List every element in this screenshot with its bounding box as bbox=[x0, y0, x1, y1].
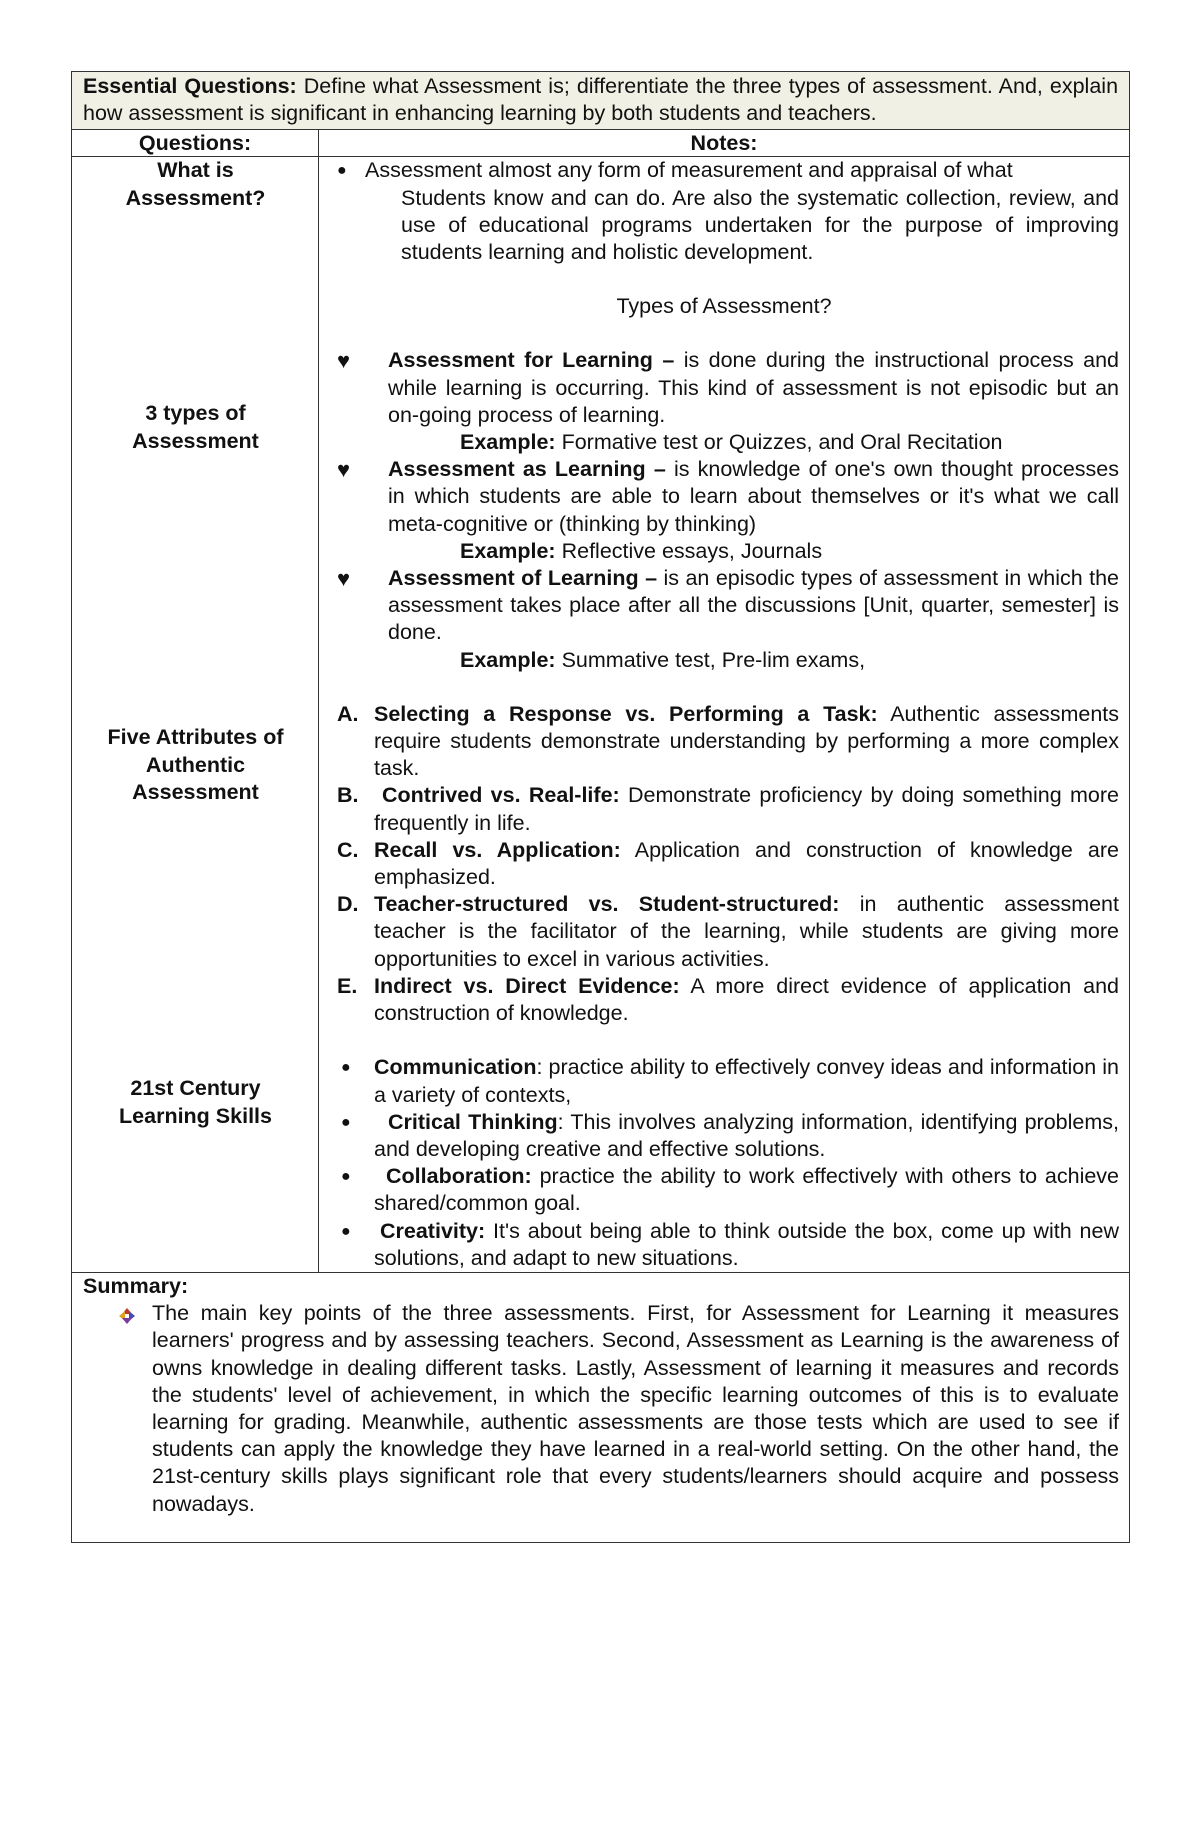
bullet-dot-icon: ● bbox=[341, 1059, 351, 1077]
question-line: Assessment bbox=[132, 779, 259, 804]
example-label: Example: bbox=[460, 430, 556, 455]
attribute-title: Contrived vs. Real-life: bbox=[382, 783, 620, 808]
essential-questions-cell bbox=[72, 72, 1130, 130]
question-five-attributes bbox=[72, 724, 319, 806]
question-line: Authentic bbox=[145, 752, 246, 777]
attribute-item bbox=[329, 837, 1119, 891]
skill-item bbox=[329, 1109, 1119, 1163]
summary-row bbox=[72, 1272, 1130, 1542]
question-three-types bbox=[72, 400, 319, 454]
notes-header: Notes: bbox=[319, 130, 1130, 157]
heart-bullet-icon: ♥ bbox=[337, 566, 351, 592]
attribute-title: Indirect vs. Direct Evidence: bbox=[374, 973, 680, 998]
skill-text: It's about being able to think outside the box, come up with new solutions, and adapt to new situations. bbox=[374, 1218, 1120, 1270]
attribute-letter: B. bbox=[337, 783, 359, 808]
question-line: What is bbox=[157, 158, 234, 183]
example-label: Example: bbox=[460, 538, 556, 563]
attribute-item bbox=[329, 891, 1119, 973]
attribute-text: in authentic assessment teacher is the facilitator of the learning, while students are giving more opportunities to excel in various activities. bbox=[374, 892, 1120, 971]
spacer bbox=[329, 1027, 1119, 1054]
questions-header: Questions: bbox=[72, 130, 319, 157]
attribute-letter: A. bbox=[337, 701, 359, 726]
attribute-text: Demonstrate proficiency by doing something more frequently in life. bbox=[374, 783, 1119, 835]
arrow-bullet-svg bbox=[118, 1307, 136, 1325]
type-assessment-as-learning bbox=[329, 456, 1119, 538]
question-line: Assessment? bbox=[125, 185, 266, 210]
attribute-title: Recall vs. Application: bbox=[374, 837, 621, 862]
type-title: Assessment as Learning – bbox=[388, 457, 666, 482]
example-text: Reflective essays, Journals bbox=[555, 538, 823, 563]
skill-title: Communication bbox=[374, 1055, 537, 1080]
types-heading: Types of Assessment? bbox=[616, 294, 832, 319]
question-21st-century bbox=[72, 1075, 319, 1129]
essential-questions-row bbox=[72, 72, 1130, 130]
spacer bbox=[329, 266, 1119, 293]
example-label: Example: bbox=[460, 647, 556, 672]
definition-item bbox=[329, 157, 1119, 266]
type-title: Assessment of Learning – bbox=[388, 566, 658, 591]
spacer bbox=[329, 320, 1119, 347]
question-line: Five Attributes of bbox=[107, 725, 284, 750]
question-line: Learning Skills bbox=[119, 1103, 272, 1128]
question-line: Assessment bbox=[132, 428, 259, 453]
arrow-bullet-icon bbox=[118, 1305, 136, 1332]
attribute-title: Teacher-structured vs. Student-structured: bbox=[374, 892, 840, 917]
bullet-dot-icon: ● bbox=[341, 1168, 351, 1186]
notes-page bbox=[71, 71, 1129, 1543]
bullet-dot-icon: ● bbox=[341, 1113, 351, 1131]
type-title: Assessment for Learning – bbox=[388, 348, 675, 373]
attribute-text: Authentic assessments require students demonstrate understanding by performing a more complex task. bbox=[374, 701, 1120, 781]
type-assessment-for-learning bbox=[329, 347, 1119, 429]
cornell-notes-table bbox=[71, 71, 1130, 1543]
skill-text: : This involves analyzing information, identifying problems, and developing creative and effective solutions. bbox=[374, 1109, 1119, 1161]
attribute-item bbox=[329, 973, 1119, 1027]
type-text: is an episodic types of assessment in which the assessment takes place after all the discussions [Unit, quarter, semester] is done. bbox=[388, 566, 1120, 645]
type-example bbox=[329, 538, 1119, 565]
definition-paragraph bbox=[329, 157, 1119, 266]
type-text: is done during the instructional process and while learning is occurring. This kind of assessment is not episodic but an on-going process of learning. bbox=[388, 348, 1120, 427]
skill-text: : practice ability to effectively convey ideas and information in a variety of contexts, bbox=[374, 1055, 1120, 1107]
skill-item bbox=[329, 1218, 1119, 1272]
skill-item bbox=[329, 1163, 1119, 1217]
attribute-letter: E. bbox=[337, 973, 358, 998]
question-line: 21st Century bbox=[130, 1076, 261, 1101]
skill-title: Critical Thinking bbox=[388, 1109, 558, 1134]
type-assessment-of-learning bbox=[329, 565, 1119, 647]
essential-questions-label: Essential Questions: bbox=[83, 74, 297, 98]
type-example bbox=[329, 647, 1119, 674]
attribute-item bbox=[329, 701, 1119, 783]
attribute-letter: C. bbox=[337, 837, 359, 862]
summary-cell bbox=[72, 1272, 1130, 1542]
type-text: is knowledge of one's own thought processes in which students are able to learn about themselves or it's what we call meta-cognitive or (thinking by thinking) bbox=[388, 457, 1120, 536]
skill-item bbox=[329, 1054, 1119, 1108]
spacer bbox=[329, 674, 1119, 701]
attribute-text: Application and construction of knowledge are emphasized. bbox=[374, 837, 1119, 890]
example-text: Summative test, Pre-lim exams, bbox=[555, 647, 866, 672]
definition-first-line: Assessment almost any form of measurement and appraisal of what bbox=[365, 158, 1013, 183]
heart-bullet-icon: ♥ bbox=[337, 348, 351, 374]
bullet-dot-icon: ● bbox=[341, 1222, 351, 1240]
question-what-is-assessment bbox=[72, 157, 319, 211]
attribute-text: A more direct evidence of application and construction of knowledge. bbox=[374, 973, 1120, 1026]
attribute-item bbox=[329, 782, 1119, 836]
notes-column bbox=[319, 157, 1130, 1273]
definition-continuation: Students know and can do. Are also the systematic collection, review, and use of educational programs undertaken for the purpose of improving students learning and holistic development. bbox=[401, 185, 1120, 265]
summary-text: The main key points of the three assessments. First, for Assessment for Learning it measures learners' progress and by assessing teachers. Second, Assessment as Learning is the awareness of owns knowledge in dealing different tasks. Lastly, Assessment of learning it measures and records the students' level of achievement, in which the specific learning outcomes of this is to evaluate learning for grading. Meanwhile, authentic assessments are those tests which are used to see if students can apply the knowledge they have learned in a real-world setting. On the other hand, the 21st-century skills plays significant role that every students/learners should acquire and possess nowadays. bbox=[152, 1301, 1120, 1516]
content-row bbox=[72, 157, 1130, 1273]
skill-title: Collaboration: bbox=[386, 1164, 532, 1189]
questions-column bbox=[72, 157, 319, 1273]
skill-title: Creativity: bbox=[380, 1218, 486, 1243]
type-example bbox=[329, 429, 1119, 456]
skill-text: practice the ability to work effectively with others to achieve shared/common goal. bbox=[374, 1164, 1120, 1216]
attribute-title: Selecting a Response vs. Performing a Task: bbox=[374, 701, 878, 726]
example-text: Formative test or Quizzes, and Oral Recitation bbox=[555, 430, 1003, 455]
essential-questions-text: Define what Assessment is; differentiate the three types of assessment. And, explain how assessment is significant in enhancing learning by both students and teachers. bbox=[83, 74, 1119, 126]
heart-bullet-icon: ♥ bbox=[337, 457, 351, 483]
question-line: 3 types of bbox=[145, 401, 246, 426]
column-header-row bbox=[72, 130, 1130, 157]
bullet-dot-icon: ● bbox=[337, 162, 347, 180]
attribute-letter: D. bbox=[337, 892, 359, 917]
summary-body bbox=[83, 1300, 1119, 1518]
summary-label: Summary: bbox=[83, 1273, 189, 1298]
